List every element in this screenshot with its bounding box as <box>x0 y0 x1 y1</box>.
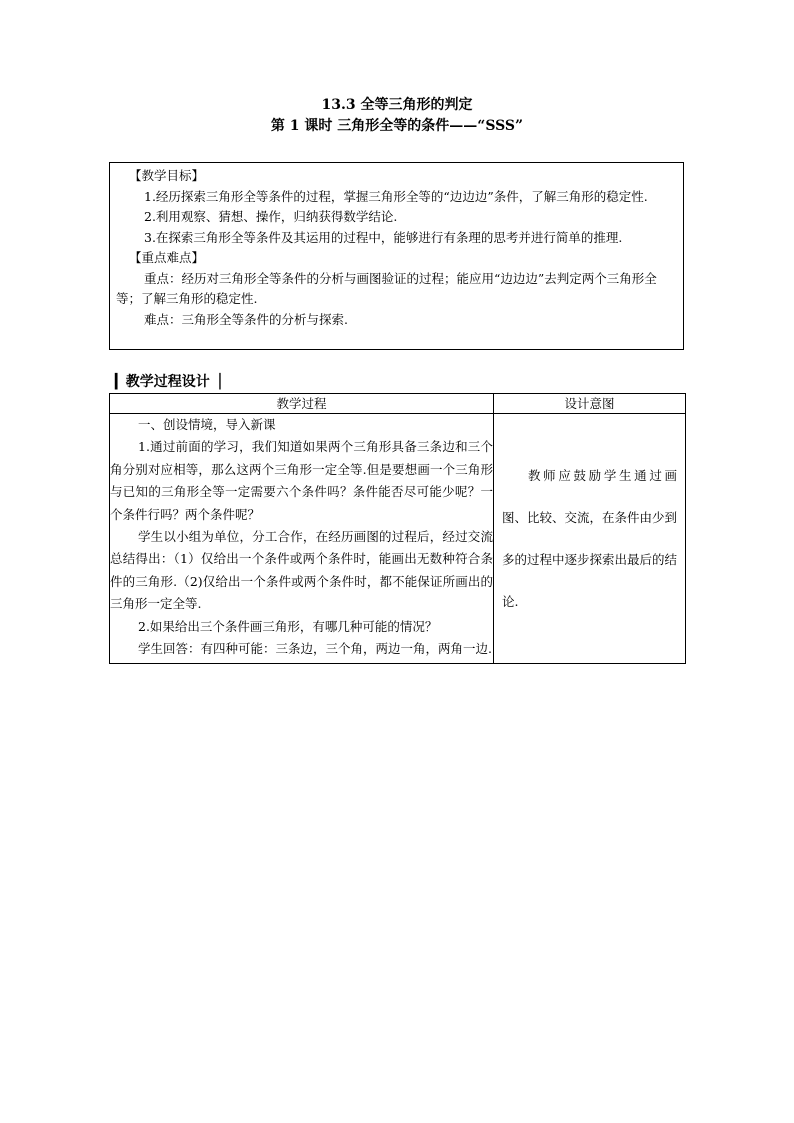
process-paragraph: 学生以小组为单位，分工合作，在经历画图的过程后，经过交流总结得出：（1）仅给出一个条件或两个条件时，能画出无数种符合条件的三角形.（2)仅给出一个条件或两个条件时，都不能保证所画出的三角形一定全等. <box>110 529 493 612</box>
process-paragraph: 学生回答：有四种可能：三条边，三个角，两边一角，两角一边. <box>138 641 492 657</box>
page-title: 13.3 全等三角形的判定 <box>321 97 473 113</box>
goal-item: 3.在探索三角形全等条件及其运用的过程中，能够进行有条理的思考并进行简单的推理. <box>144 229 623 245</box>
process-table <box>109 393 686 664</box>
key-point: 重点：经历对三角形全等条件的分析与画图验证的过程；能应用“边边边”去判定两个三角形全等；了解三角形的稳定性. <box>116 270 657 306</box>
difficult-point: 难点：三角形全等条件的分析与探索. <box>144 311 348 327</box>
process-paragraph: 1.通过前面的学习，我们知道如果两个三角形具备三条边和三个角分别对应相等，那么这两个三角形一定全等.但是要想画一个三角形与已知的三角形全等一定需要六个条件吗？条件能否尽可能少呢？一个条件行吗？两个条件呢？ <box>110 439 493 522</box>
table-header-row <box>110 394 686 414</box>
intent-cell <box>494 414 686 664</box>
process-paragraph: 一、创设情境，导入新课 <box>138 417 276 432</box>
key-points-heading: 【重点难点】 <box>129 250 205 265</box>
design-intent-text: 教师应鼓励学生通过画图、比较、交流，在条件由少到多的过程中逐步探索出最后的结论. <box>502 467 678 609</box>
lesson-subtitle: 第 1 课时 三角形全等的条件——“SSS” <box>270 118 524 134</box>
header-process: 教学过程 <box>110 394 494 414</box>
goals-heading: 【教学目标】 <box>129 168 205 183</box>
goal-item: 2.利用观察、猜想、操作，归纳获得数学结论. <box>144 209 398 224</box>
table-row <box>110 414 686 664</box>
header-intent: 设计意图 <box>494 394 686 414</box>
section-label: ▎教学过程设计▕ <box>115 374 221 390</box>
objectives-box <box>109 162 684 350</box>
process-cell <box>110 414 494 664</box>
process-paragraph: 2.如果给出三个条件画三角形，有哪几种可能的情况？ <box>138 618 438 634</box>
goal-item: 1.经历探索三角形全等条件的过程，掌握三角形全等的“边边边”条件，了解三角形的稳定性. <box>144 188 648 204</box>
